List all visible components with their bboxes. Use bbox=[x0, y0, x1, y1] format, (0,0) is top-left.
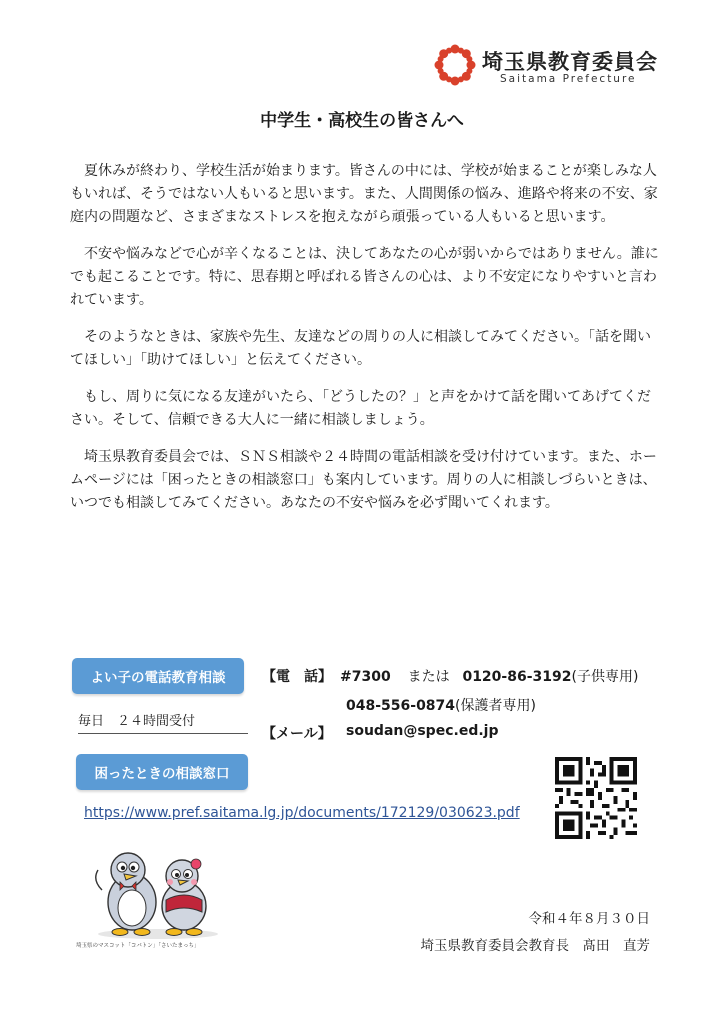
mascot-caption: 埼玉県のマスコット「コバトン」「さいたまっち」 bbox=[76, 943, 200, 949]
org-name: 埼玉県教育委員会 bbox=[482, 50, 658, 74]
phone-consult-badge: よい子の電話教育相談 bbox=[72, 658, 244, 694]
paragraph-4: もし、周りに気になる友達がいたら、「どうしたの？」と声をかけて話を聞いてあげてください。そして、信頼できる大人に一緒に相談しましょう。 bbox=[70, 389, 651, 428]
org-sub-name: Saitama Prefecture bbox=[500, 73, 637, 85]
consult-window-link[interactable]: https://www.pref.saitama.lg.jp/documents/172129/030623.pdf bbox=[84, 805, 520, 821]
parent-number-line bbox=[346, 695, 536, 715]
service-hours: 毎日 ２４時間受付 bbox=[78, 710, 248, 734]
mail-address[interactable]: soudan@spec.ed.jp bbox=[346, 723, 499, 739]
mail-label: 【メール】 bbox=[262, 726, 332, 742]
signer: 埼玉県教育委員会教育長 髙田 直芳 bbox=[420, 938, 650, 954]
parent-number-note: (保護者専用) bbox=[455, 698, 536, 714]
parent-number: 048-556-0874 bbox=[346, 698, 456, 714]
short-number: #7300 bbox=[340, 669, 391, 685]
paragraph-5: 埼玉県教育委員会では、ＳＮＳ相談や２４時間の電話相談を受け付けています。また、ホームページには「困ったときの相談窓口」も案内しています。周りの人に相談しづらいときは、いつでも相談してみてください。あなたの不安や悩みを必ず聞いてくれます。 bbox=[70, 449, 657, 511]
child-number-note: (子供専用) bbox=[571, 669, 639, 685]
qr-code-icon bbox=[555, 757, 637, 839]
page-title: 中学生・高校生の皆さんへ bbox=[260, 111, 464, 131]
issue-date: 令和４年８月３０日 bbox=[528, 911, 650, 927]
message-body bbox=[70, 160, 660, 529]
paragraph-2: 不安や悩みなどで心が辛くなることは、決してあなたの心が弱いからではありません。誰にでも起こることです。特に、思春期と呼ばれる皆さんの心は、より不安定になりやすいと言われています。 bbox=[70, 246, 659, 308]
paragraph-1: 夏休みが終わり、学校生活が始まります。皆さんの中には、学校が始まることが楽しみな人もいれば、そうではない人もいると思います。また、人間関係の悩み、進路や将来の不安、家庭内の問題など、さまざまなストレスを抱えながら頑張っている人もいると思います。 bbox=[70, 163, 658, 225]
phone-label: 【電 話】 bbox=[262, 669, 332, 685]
prefecture-emblem-icon bbox=[434, 44, 476, 86]
phone-numbers-line bbox=[340, 666, 638, 686]
org-logo bbox=[434, 42, 664, 90]
consult-window-badge: 困ったときの相談窓口 bbox=[76, 754, 248, 790]
mascot-illustration bbox=[84, 840, 232, 940]
or-text: または bbox=[407, 669, 450, 685]
child-number: 0120-86-3192 bbox=[462, 669, 572, 685]
paragraph-3: そのようなときは、家族や先生、友達などの周りの人に相談してみてください。「話を聞いてほしい」「助けてほしい」と伝えてください。 bbox=[70, 329, 651, 368]
